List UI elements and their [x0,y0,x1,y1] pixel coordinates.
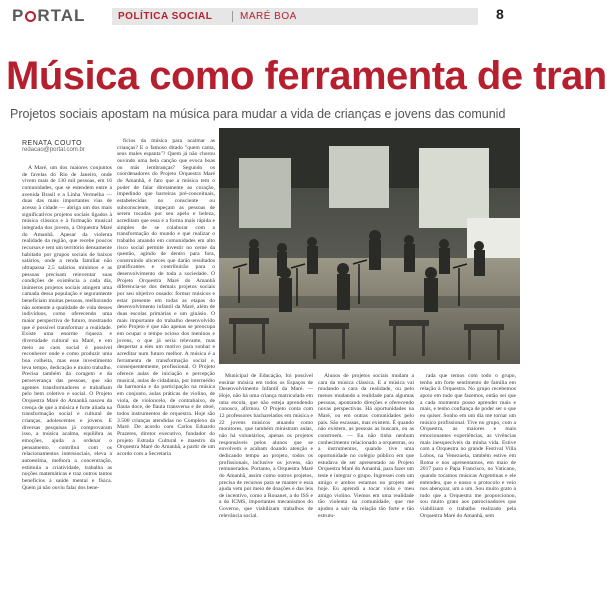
page-header [0,0,520,30]
orchestra-rehearsal-image [219,128,520,364]
column-1-text: A Maré, um dos maiores conjuntos de favelas do Rio de Janeiro, onde vivem mais de 130 mil pessoas, em 16 comunidades, que se estendem entre a avenida Brasil e a Linha Vermelha — duas das mais importantes vias de acesso à cidade — abriga um dos mais significativos projetos sociais ligados à música clássica e à formação musical integrada dos jovens, a Orquestra Maré do Amanhã. Apesar da violenta realidade da região, que recebe poucos recursos e tem um território densamente habitado por grupos sociais de baixos salários, onde a renda familiar não ultrapassa 2,5 salários mínimos e as pessoas precisam reinventar suas condições de existência a cada dia, inúmeros projetos sociais atingem uma camada dessa população e seguramente beneficiam muitas pessoas, melhorando não somente a qualidade de vida desses indivíduos, como oferecendo uma maior perspectiva de futuro, mostrando que é possível transformar a realidade. Existe uma enorme riqueza e diversidade cultural na Maré, e em meio ao caos social é possível reconhecer onde e como produzir uma boa colheita, mas esse investimento leva tempo, dedicação e muito trabalho. Precisa também da coragem e da perseverança das pessoas, que são agentes transformadores e trabalham pelo bem coletivo e social. O Projeto Orquestra Maré do Amanhã nasceu da crença de que a música é forte aliada na transformação social e cultural de crianças, adolescentes e jovens. E diversas pesquisas já comprovaram isso, a música acalma, equilibra as emoções, ajuda a ordenar o pensamento, contribui com os relacionamentos interssociais, eleva a autoestima, melhora a concentração, estimula a criatividade, trabalha as noções matemáticas e traz outros tantos benefícios à saúde mental e física. Quem já não ouviu falar dos bene- [22,165,112,491]
byline [22,140,85,153]
article-column-3 [219,373,313,519]
column-3-text: Municipal de Educação, foi possível ensinar música em todos os Espaços de Desenvolvimento Infantil da Maré. — Hoje, não há uma criança matriculada em uma escola, que não esteja aprendendo conosco, afirmou. O Projeto conta com 12 professores bacharelados em música e 22 jovens músicos atuando como monitores, que também ministram aulas, não há voluntários, apenas os projetos responsáveis pelos alunos que se envolvem e acabam doando atenção e dedicando tempo ao projeto, todos os profissionais, inclusive os jovens, são remunerados. Portanto, a Orquestra Maré do Amanhã, assim como outros projetos, precisa de recursos para se manter e essa ajuda vem por meio de doações e das leis de incentivo, como a Rouanet, a do ISS e a do ICMS, importantes mecanismos do Governo, que viabilizam trabalhos de relevância social. [219,373,313,519]
article-title: Música como ferramenta de tran [6,54,607,98]
article-column-4 [318,373,414,519]
subsection-label: MARÉ BOA [240,11,297,22]
logo-ring-icon [25,11,36,22]
section-label: POLÍTICA SOCIAL [118,11,213,22]
section-bar [112,8,478,25]
section-divider [232,11,233,22]
column-4-text: Alunos de projetos sociais mudam a cara da música clássica. E a música vai mudando a cara da realidade, ou pelo menos mudando a realidade para algumas pessoas, apontando direções e oferecendo novas perspectivas. Há oportunidades na Maré, ou em outras comunidades pelo país. São escassas, mas existem. É quando não existem, as pessoas as buscam, ou as constroem. — Eu não tinha nenhum conhecimento relacionado a orquestras, ou a instrumentos, quando tive uma oportunidade no colégio público em que estudava de ser apresentado ao Projeto Orquestra Maré do Amanhã, para fazer um teste e integrar o grupo. Ingressei com um amigo e ambos estamos no projeto até hoje. Eu aprendi a tocar viola e meu amigo violino. Viemos em uma realidade tão violenta na comunidade, que me ajudou a sair da relação tão forte e tão estrutu- [318,373,414,519]
orchestra-photo [219,128,520,364]
author-email: redacao@portal.com.br [22,147,85,153]
column-2-text: fícios da música para acalmar as crianças? E o famoso ditado "quem canta, seus males espanta"? Quem já não chorou ouvindo uma bela canção que evoca boas ou más lembranças? Segundo os coordenadores do Projeto Orquestra Maré do Amanhã, é fato que a música tem o poder de falar diretamente ao coração, impedindo que barreiras pré-conceituais, estabelecidas no consciente ou subconsciente, impeçam as pessoas de serem tocadas por seu apelo e beleza, acreditam que essa é a forma mais rápida e simples de se colaborar com a transformação do mundo e que realizar o trabalho atuando em comunidades em alto risco social permite investir no cerne da questão, agindo de dentro para fora, construindo alicerces que darão resultados gratificantes e contribuirão para o desenvolvimento de toda a sociedade. O Projeto Orquestra Maré do Amanhã diferencia-se dos demais projetos sociais por seu objetivo ousado: formar músicos e estar presente em todas as etapas do desenvolvimento infantil da Maré, além de duas escolas primárias e um ginásio. O mais importante do trabalho desenvolvido pelo Projeto é que não apenas se preocupa em ocupar o tempo ocioso dos meninos e jovens, o que já seria relevante, mas despertar a eles um motivo para sonhar e acreditar num futuro melhor. A música é a ferramenta de transformação social e, consequentemente, profissional. O Projeto oferece aulas de iniciação e percepção musical, aulas de cidadania, por intermédio da harmonia e da participação na música em conjunto, aulas práticas de violino, de viola, de violoncelo, de contrabaixo, de flauta doce, de flauta transversa e de oboé, todos instrumentos de orquestra. Hoje são 3.500 crianças atendidas no Complexo da Maré. De acordo com Carlos Eduardo Prazeres, diretor executivo, fundador do projeto Estrada Cultural e maestro da Orquestra Maré do Amanhã, a partir de um acordo com a Secretaria [117,138,215,457]
portal-logo: P RTAL [12,6,86,25]
author-name: RENATA COUTO [22,140,83,147]
article-column-1 [22,165,112,491]
article-column-5 [420,373,516,519]
column-5-text: rada que temos com todo o grupo, tenho um forte sentimento de família em relação à Orquestra. No grupo recebemos apoio em tudo que fazemos, então sei que a cada momento posso aprender mais e mais, e tenho confiança de poder ser o que eu quiser. Sonho em um dia me tornar um músico profissional. Tive no grupo, com a Orquestra, as maiores e mais emocionantes experiências, as vivências mais inesquecíveis da minha vida. Estive com a Orquestra no grande Festival Villa Lobos, na Venezuela, também estive em Roma e nos apresentamos, em maio de 2017 para o Papa Francisco, no Vaticano, quando tocamos músicas Argentinas e ele entendeu, que o nosso o protocolo e veio nos abençoar, um a um. Sou muito grato a tudo que a Orquestra me proporcionou, sou muito grato aos patrocinadores que viabilizam o trabalho realizado pela Orquestra Maré do Amanhã, sem [420,373,516,519]
article-subtitle: Projetos sociais apostam na música para mudar a vida de crianças e jovens das comunid [10,107,506,121]
page-number: 8 [496,6,504,22]
article-column-2 [117,138,215,458]
